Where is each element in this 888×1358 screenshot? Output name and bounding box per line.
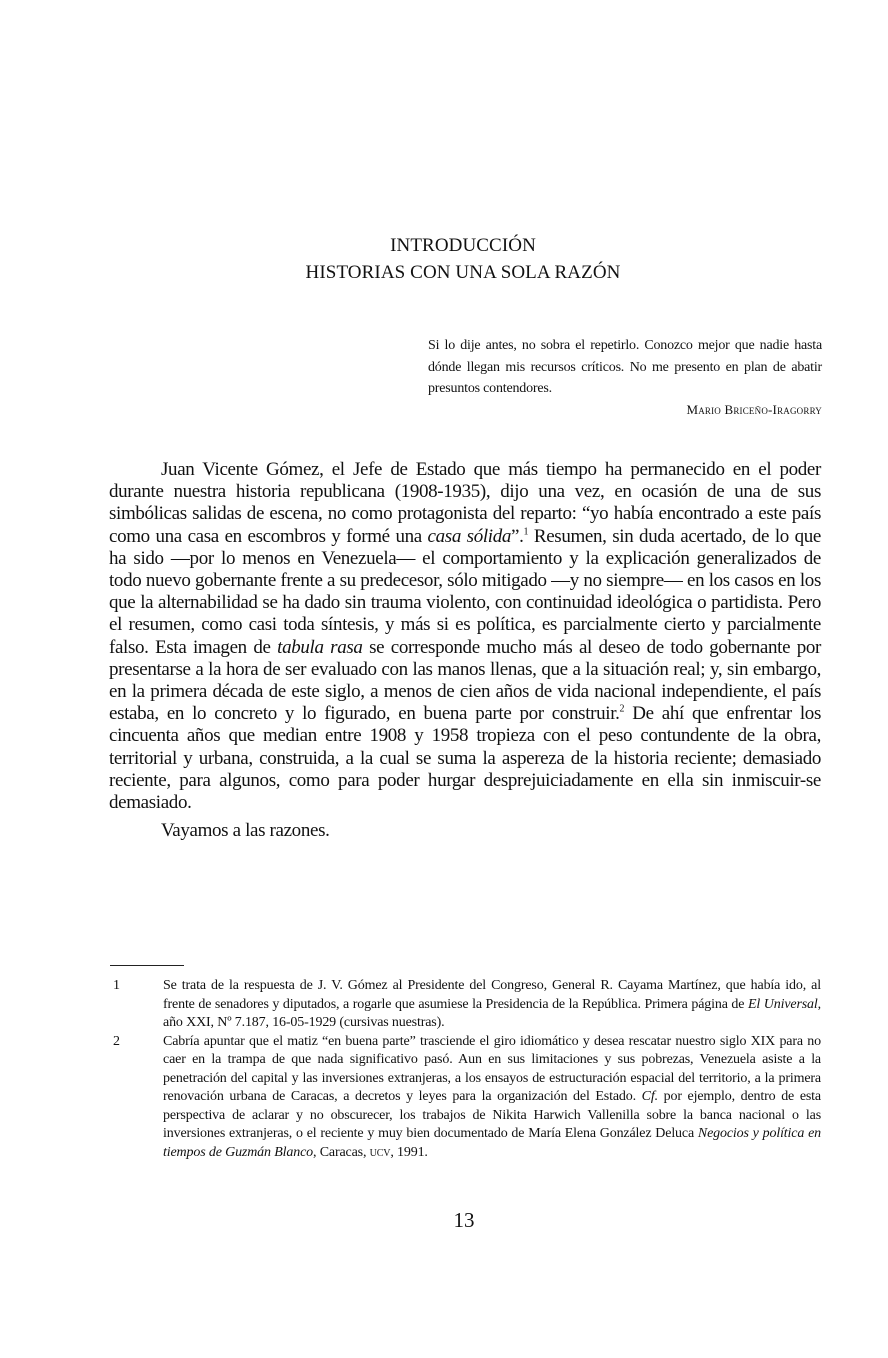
text-run: Se trata de la respuesta de J. V. Gómez al Presidente del Congreso, General R. Cayama Martínez, que había ido, al frente de senadores y diputados, a rogarle que asumiese la Presidencia de la República. Primera página de bbox=[163, 978, 821, 1012]
italic-text: casa sólida bbox=[427, 525, 512, 547]
text-run: , 1991. bbox=[390, 1144, 428, 1160]
footnote-divider bbox=[110, 965, 184, 966]
epigraph-quote: Si lo dije antes, no sobra el repetirlo. Conozco mejor que nadie hasta dónde llegan mis recursos críticos. No me presento en plan de abatir presuntos contendores. bbox=[428, 338, 822, 396]
italic-text: El Universal bbox=[748, 996, 818, 1012]
text-run: , Caracas, bbox=[313, 1144, 370, 1160]
footnote-1 bbox=[113, 977, 821, 1033]
footnote-ref-2[interactable]: 2 bbox=[619, 703, 625, 715]
text-run: Cabría apuntar que el matiz “en buena parte” trasciende el giro idiomático y desea rescatar nuestro siglo XIX para no caer en la trampa de que nada significativo pasó. Aun en sus limitaciones y sus pobrezas, Venezuela asiste a la penetración del capital y las inversiones extranjeras, a los ensayos de estructuración espacial del territorio, a la primera renovación urbana de Caracas, a decretos y leyes para la organización del Estado. bbox=[163, 1033, 821, 1104]
footnote-number: 1 bbox=[113, 978, 120, 993]
paragraph-1 bbox=[109, 459, 821, 814]
footnote-ref-1[interactable]: 1 bbox=[523, 526, 529, 538]
footnote-text bbox=[163, 977, 821, 1033]
text-run: , año XXI, Nº 7.187, 16-05-1929 (cursivas nuestras). bbox=[163, 996, 822, 1030]
italic-text: tabula rasa bbox=[277, 636, 363, 658]
footnote-number: 2 bbox=[113, 1033, 120, 1049]
paragraph-2: Vayamos a las razones. bbox=[161, 820, 330, 842]
text-run: Juan Vicente Gómez, el Jefe de Estado que más tiempo ha permanecido en el poder durante nuestra historia republicana (1908-1935), dijo una vez, en ocasión de una de sus simbólicas salidas de escena, no como protagonista del reparto: “yo había encontrado a este país como una casa en escombros y formé una bbox=[109, 459, 821, 547]
epigraph-author: Mario Briceño-Iragorry bbox=[686, 402, 822, 417]
italic-text: Cf. bbox=[641, 1089, 658, 1104]
footnotes bbox=[113, 977, 821, 1162]
smallcaps-text: ucv bbox=[369, 1144, 391, 1160]
chapter-subtitle: HISTORIAS CON UNA SOLA RAZÓN bbox=[305, 262, 621, 283]
text-run: De ahí que enfrentar los cincuenta años que median entre 1908 y 1958 tropieza con el peso contundente de la obra, territorial y urbana, construida, a la cual se suma la aspereza de la historia reciente; demasiado reciente, para algunos, como para poder hurgar desprejuiciadamente en ella sin inmiscuir-se demasiado. bbox=[109, 703, 821, 814]
text-run: por ejemplo, dentro de esta perspectiva de aclarar y no obscurecer, los trabajos de Nikita Harwich Vallenilla sobre la banca nacional o las inversiones extranjeras, o el reciente y muy bien documentado de María Elena González Deluca bbox=[163, 1089, 821, 1141]
text-run: ”. bbox=[511, 525, 524, 547]
chapter-heading bbox=[0, 232, 888, 286]
page-number: 13 bbox=[453, 1208, 475, 1232]
italic-text: Negocios y política en tiempos de Guzmán Blanco bbox=[163, 1126, 821, 1160]
footnote-2 bbox=[113, 1033, 821, 1163]
text-run: se corresponde mucho más al deseo de todo gobernante por presentarse a la hora de ser evaluado con las manos llenas, que a la situación real; y, sin embargo, en la primera década de este siglo, a menos de cien años de vida nacional independiente, el país estaba, en lo concreto y lo figurado, en buena parte por construir. bbox=[109, 636, 822, 725]
chapter-title: INTRODUCCIÓN bbox=[390, 235, 536, 256]
text-run: Resumen, sin duda acertado, de lo que ha sido —por lo menos en Venezuela— el comportamiento y la explicación generalizados de todo nuevo gobernante frente a su predecesor, sólo mitigado —y no siempre— en los casos en los que la alternabilidad se ha dado sin trauma violento, con continuidad ideológica o partidista. Pero el resumen, como casi toda síntesis, y más si es política, es parcialmente cierto y parcialmente falso. Esta imagen de bbox=[109, 525, 821, 658]
body-text bbox=[109, 459, 821, 842]
footnote-text bbox=[163, 1033, 821, 1163]
